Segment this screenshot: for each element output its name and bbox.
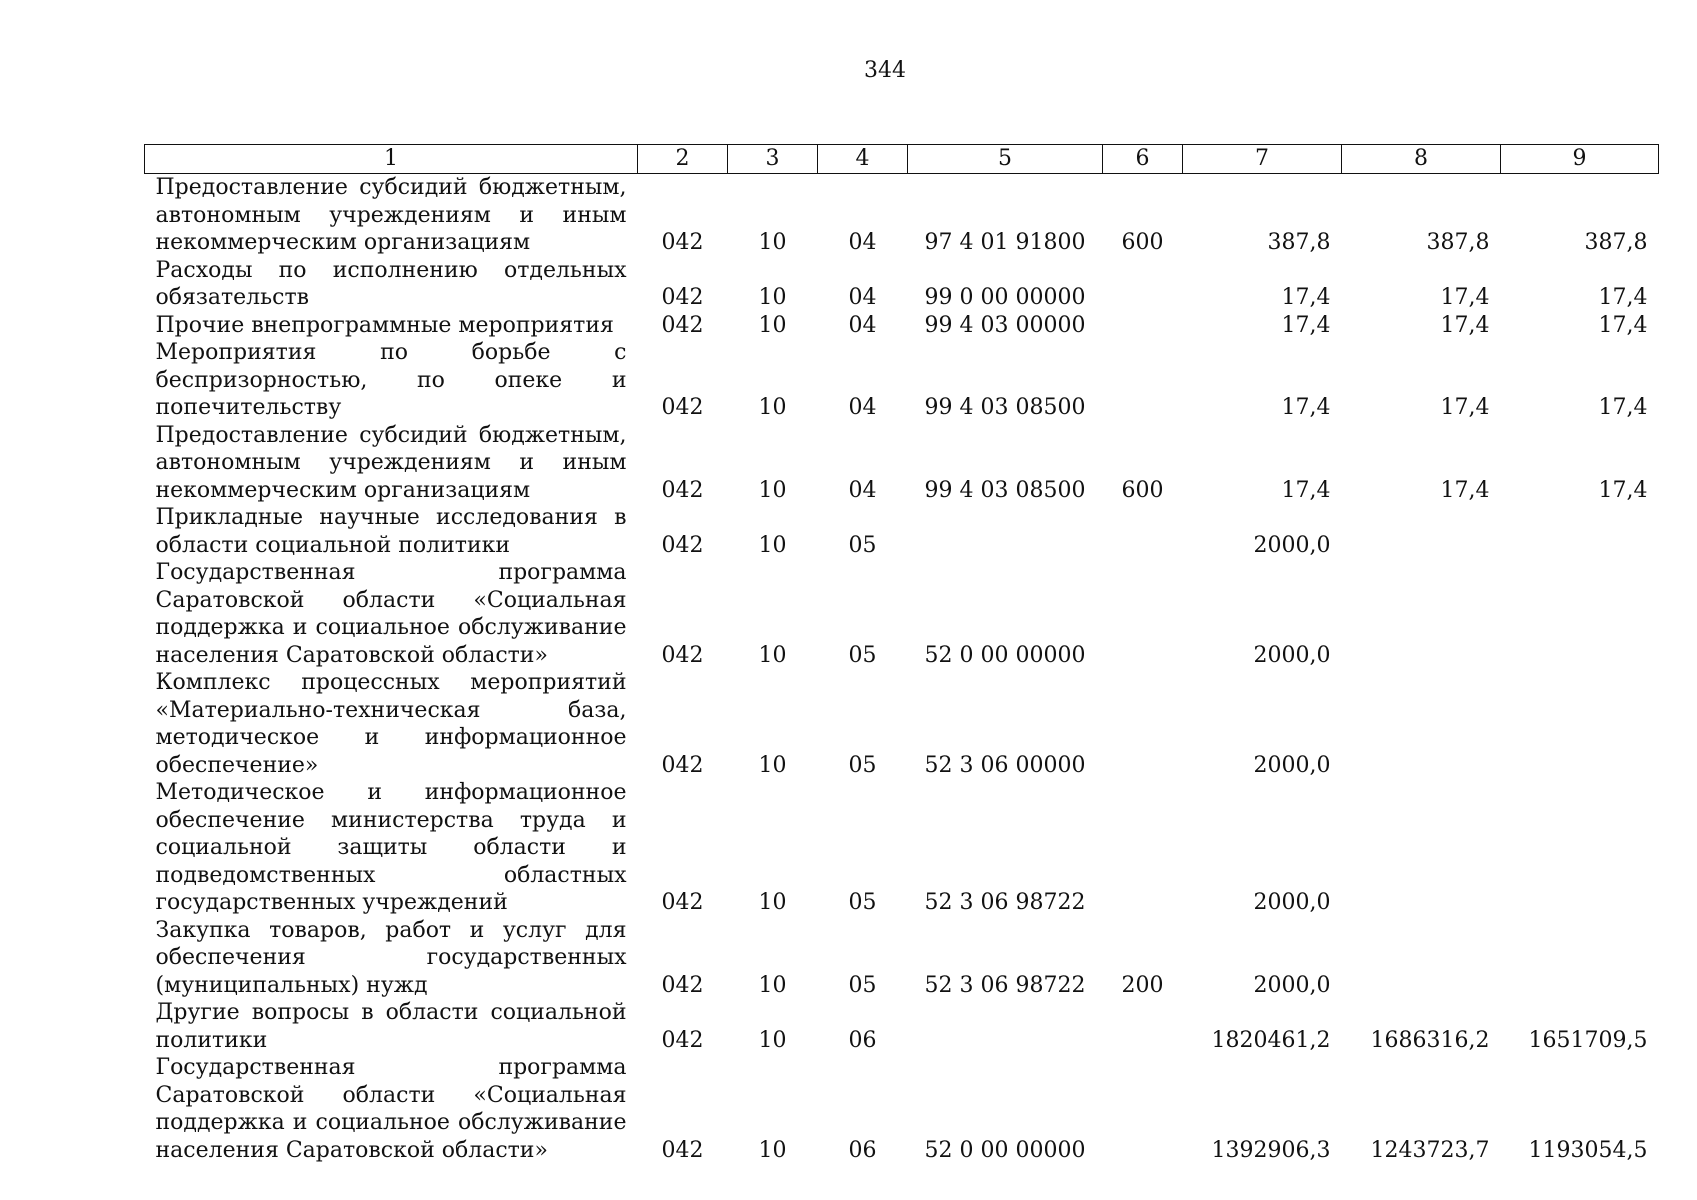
expense-type-code-cell	[1103, 504, 1183, 559]
ministry-code-cell: 042	[661, 972, 704, 998]
table-header	[145, 145, 1659, 174]
amount-col8-cell: 1686316,2	[1370, 1027, 1490, 1053]
amount-col9-cell: 17,4	[1598, 477, 1648, 503]
subsection-code-cell: 04	[848, 395, 877, 420]
amount-col9-cell	[1501, 504, 1659, 559]
header-cell-7: 7	[1183, 145, 1342, 174]
target-item-code-cell: 52 0 00 00000	[924, 1137, 1086, 1163]
header-cell-8: 8	[1342, 145, 1501, 174]
ministry-code-cell: 042	[661, 395, 704, 420]
expense-name-cell: Прочие внепрограммные мероприятия	[155, 312, 614, 338]
amount-col7-cell: 2000,0	[1253, 890, 1331, 915]
subsection-code-cell: 05	[848, 642, 877, 668]
ministry-code-cell: 042	[661, 285, 704, 310]
amount-col7-cell: 1392906,3	[1211, 1137, 1331, 1163]
table-row	[145, 779, 1659, 917]
subsection-code-cell: 04	[848, 312, 877, 338]
expense-type-code-cell	[1103, 339, 1183, 422]
subsection-code-cell: 04	[848, 230, 877, 255]
amount-col9-cell	[1501, 917, 1659, 1000]
target-item-code-cell: 52 3 06 00000	[924, 752, 1086, 778]
expense-name-cell: Государственная программа Саратовской области «Социальная поддержка и социальное обслуживание населения Саратовской области»	[155, 1055, 627, 1163]
target-item-code-cell: 52 0 00 00000	[924, 642, 1086, 668]
table-row	[145, 559, 1659, 669]
header-cell-1: 1	[145, 145, 638, 174]
amount-col9-cell: 17,4	[1598, 312, 1648, 338]
ministry-code-cell: 042	[661, 642, 704, 668]
amount-col9-cell: 1651709,5	[1528, 1027, 1648, 1053]
target-item-code-cell: 99 4 03 08500	[924, 477, 1086, 503]
header-cell-9: 9	[1501, 145, 1659, 174]
header-cell-4: 4	[818, 145, 908, 174]
subsection-code-cell: 04	[848, 477, 877, 503]
section-code-cell: 10	[758, 972, 787, 998]
ministry-code-cell: 042	[661, 1027, 704, 1053]
table-row	[145, 999, 1659, 1054]
expense-type-code-cell	[1103, 1054, 1183, 1164]
subsection-code-cell: 05	[848, 532, 877, 558]
expense-name-cell: Комплекс процессных мероприятий «Материально-техническая база, методическое и информационное обеспечение»	[155, 670, 627, 778]
section-code-cell: 10	[758, 532, 787, 558]
section-code-cell: 10	[758, 230, 787, 255]
amount-col8-cell: 17,4	[1440, 312, 1490, 338]
page-number: 344	[864, 58, 906, 83]
subsection-code-cell: 05	[848, 972, 877, 998]
section-code-cell: 10	[758, 752, 787, 778]
header-cell-5: 5	[908, 145, 1103, 174]
expense-name-cell: Мероприятия по борьбе с беспризорностью, по опеке и попечительству	[155, 340, 627, 420]
amount-col8-cell	[1342, 669, 1501, 779]
expense-name-cell: Другие вопросы в области социальной политики	[155, 1000, 627, 1053]
header-cell-2: 2	[638, 145, 728, 174]
section-code-cell: 10	[758, 1137, 787, 1163]
section-code-cell: 10	[758, 285, 787, 310]
target-item-code-cell	[908, 504, 1103, 559]
header-row	[145, 145, 1659, 174]
amount-col7-cell: 2000,0	[1253, 752, 1331, 778]
ministry-code-cell: 042	[661, 1137, 704, 1163]
expense-name-cell: Методическое и информационное обеспечение министерства труда и социальной защиты области и подведомственных областных государственных учреждений	[155, 780, 627, 915]
target-item-code-cell	[908, 999, 1103, 1054]
table-row	[145, 504, 1659, 559]
expense-name-cell: Предоставление субсидий бюджетным, автономным учреждениям и иным некоммерческим организациям	[155, 175, 627, 255]
amount-col7-cell: 2000,0	[1253, 642, 1331, 668]
amount-col9-cell	[1501, 669, 1659, 779]
section-code-cell: 10	[758, 477, 787, 503]
target-item-code-cell: 99 4 03 08500	[924, 395, 1086, 420]
amount-col7-cell: 387,8	[1267, 230, 1331, 255]
expense-type-code-cell: 600	[1121, 477, 1164, 503]
amount-col9-cell: 387,8	[1584, 230, 1648, 255]
ministry-code-cell: 042	[661, 477, 704, 503]
target-item-code-cell: 97 4 01 91800	[924, 230, 1086, 255]
ministry-code-cell: 042	[661, 312, 704, 338]
subsection-code-cell: 06	[848, 1027, 877, 1053]
amount-col8-cell	[1342, 917, 1501, 1000]
amount-col9-cell	[1501, 559, 1659, 669]
ministry-code-cell: 042	[661, 532, 704, 558]
ministry-code-cell: 042	[661, 752, 704, 778]
ministry-code-cell: 042	[661, 890, 704, 915]
amount-col8-cell: 1243723,7	[1370, 1137, 1490, 1163]
expense-type-code-cell: 600	[1121, 230, 1164, 255]
section-code-cell: 10	[758, 890, 787, 915]
amount-col8-cell: 17,4	[1440, 395, 1490, 420]
amount-col9-cell: 17,4	[1598, 395, 1648, 420]
amount-col9-cell: 17,4	[1598, 285, 1648, 310]
expense-name-cell: Закупка товаров, работ и услуг для обеспечения государственных (муниципальных) нужд	[155, 917, 627, 998]
expense-type-code-cell	[1103, 312, 1183, 340]
table-row	[145, 312, 1659, 340]
amount-col8-cell	[1342, 504, 1501, 559]
budget-table	[144, 144, 1659, 1164]
expense-type-code-cell	[1103, 669, 1183, 779]
target-item-code-cell: 52 3 06 98722	[924, 890, 1086, 915]
amount-col8-cell	[1342, 779, 1501, 917]
expense-name-cell: Прикладные научные исследования в области социальной политики	[155, 505, 627, 558]
amount-col7-cell: 17,4	[1281, 312, 1331, 338]
amount-col7-cell: 1820461,2	[1211, 1027, 1331, 1053]
target-item-code-cell: 99 0 00 00000	[924, 285, 1086, 310]
table-row	[145, 1054, 1659, 1164]
amount-col7-cell: 17,4	[1281, 395, 1331, 420]
section-code-cell: 10	[758, 642, 787, 668]
amount-col8-cell: 387,8	[1426, 230, 1490, 255]
amount-col7-cell: 2000,0	[1253, 972, 1331, 998]
amount-col8-cell: 17,4	[1440, 477, 1490, 503]
expense-type-code-cell: 200	[1121, 972, 1164, 998]
subsection-code-cell: 04	[848, 285, 877, 310]
expense-name-cell: Государственная программа Саратовской области «Социальная поддержка и социальное обслуживание населения Саратовской области»	[155, 560, 627, 668]
table-body	[145, 174, 1659, 1165]
ministry-code-cell: 042	[661, 230, 704, 255]
table-row	[145, 174, 1659, 257]
expense-name-cell: Предоставление субсидий бюджетным, автономным учреждениям и иным некоммерческим организациям	[155, 422, 627, 503]
header-cell-6: 6	[1103, 145, 1183, 174]
amount-col7-cell: 17,4	[1281, 477, 1331, 503]
section-code-cell: 10	[758, 1027, 787, 1053]
header-cell-3: 3	[728, 145, 818, 174]
amount-col7-cell: 2000,0	[1253, 532, 1331, 558]
section-code-cell: 10	[758, 312, 787, 338]
amount-col8-cell	[1342, 559, 1501, 669]
subsection-code-cell: 05	[848, 752, 877, 778]
table-row	[145, 917, 1659, 1000]
amount-col7-cell: 17,4	[1281, 285, 1331, 310]
amount-col9-cell	[1501, 779, 1659, 917]
expense-type-code-cell	[1103, 257, 1183, 312]
amount-col8-cell: 17,4	[1440, 285, 1490, 310]
amount-col9-cell: 1193054,5	[1528, 1137, 1648, 1163]
expense-type-code-cell	[1103, 559, 1183, 669]
expense-name-cell: Расходы по исполнению отдельных обязательств	[155, 257, 627, 310]
table-row	[145, 257, 1659, 312]
table-row	[145, 669, 1659, 779]
expense-type-code-cell	[1103, 999, 1183, 1054]
subsection-code-cell: 06	[848, 1137, 877, 1163]
subsection-code-cell: 05	[848, 890, 877, 915]
target-item-code-cell: 52 3 06 98722	[924, 972, 1086, 998]
expense-type-code-cell	[1103, 779, 1183, 917]
section-code-cell: 10	[758, 395, 787, 420]
table-row	[145, 339, 1659, 422]
target-item-code-cell: 99 4 03 00000	[924, 312, 1086, 338]
table-row	[145, 422, 1659, 505]
